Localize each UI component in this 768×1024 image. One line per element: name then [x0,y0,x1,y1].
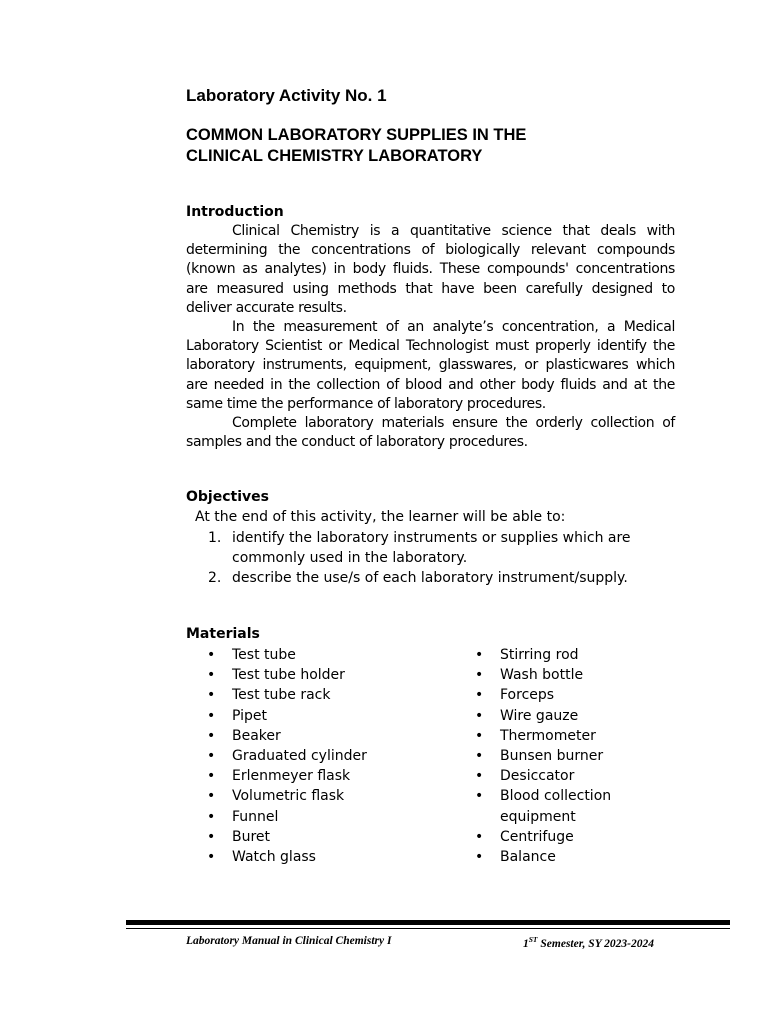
bullet-icon: • [475,687,484,704]
objectives-list [186,528,666,588]
objective-item [186,568,666,588]
list-item: • Test tube rack [186,685,446,705]
intro-paragraph-2: In the measurement of an analyte’s concentration, a Medical Laboratory Scientist or Medical Technologist must properly identify the laboratory instruments, equipment, glasswares, or plasticwares which are needed in the collection of blood and other body fluids and at the same time the performance of laboratory procedures. [186,319,675,412]
bullet-icon: • [207,727,216,744]
footer-divider-thin [126,928,730,929]
list-item: • Pipet [186,706,446,726]
bullet-icon: • [475,828,484,845]
title-line-2: CLINICAL CHEMISTRY LABORATORY [186,147,483,165]
list-item: • Forceps [454,685,694,705]
list-item: • Desiccator [454,766,694,786]
list-item: • Wire gauze [454,706,694,726]
list-item: • Volumetric flask [186,786,446,806]
bullet-icon: • [207,788,216,805]
objective-number: 2. [208,570,222,586]
intro-paragraph-3: Complete laboratory materials ensure the orderly collection of samples and the conduct of laboratory procedures. [186,415,675,451]
introduction-body [186,222,675,452]
list-item: • Graduated cylinder [186,746,446,766]
bullet-icon: • [475,849,484,866]
introduction-heading: Introduction [186,204,284,220]
bullet-icon: • [475,788,484,805]
materials-heading: Materials [186,626,260,642]
footer-manual-title: Laboratory Manual in Clinical Chemistry I [186,935,392,947]
objective-text: describe the use/s of each laboratory instrument/supply. [232,570,628,586]
objective-item [186,528,666,568]
bullet-icon: • [207,768,216,785]
objectives-heading: Objectives [186,489,269,505]
bullet-icon: • [207,647,216,663]
objective-text: identify the laboratory instruments or supplies which are commonly used in the laboratory. [232,530,631,566]
bullet-icon: • [207,828,216,845]
bullet-icon: • [475,748,484,765]
list-item: • Balance [454,847,694,867]
bullet-icon: • [475,707,484,724]
footer-divider-thick [126,920,730,925]
list-item: • Centrifuge [454,827,694,847]
bullet-icon: • [475,647,484,663]
list-item: • Watch glass [186,847,446,867]
list-item: • Erlenmeyer flask [186,766,446,786]
list-item: • Blood collection [454,786,694,806]
list-item: • Buret [186,827,446,847]
activity-title [186,125,686,167]
title-line-1: COMMON LABORATORY SUPPLIES IN THE [186,126,527,144]
bullet-icon: • [475,727,484,744]
materials-list-right [454,645,694,867]
bullet-icon: • [207,707,216,724]
bullet-icon: • [207,687,216,704]
bullet-icon: • [207,667,216,684]
bullet-icon: • [207,849,216,866]
list-item: • Stirring rod [454,645,694,665]
list-item: • Test tube holder [186,665,446,685]
bullet-icon: • [475,768,484,785]
footer-semester: 1ST Semester, SY 2023-2024 [523,935,655,950]
list-item: • Thermometer [454,726,694,746]
list-item: • Wash bottle [454,665,694,685]
list-item-continuation: equipment [500,808,576,825]
list-item: • Beaker [186,726,446,746]
bullet-icon: • [475,667,484,684]
materials-list-left [186,645,446,867]
objectives-intro: At the end of this activity, the learner will be able to: [195,509,566,525]
objective-number: 1. [208,530,222,546]
list-item: • Test tube [186,645,446,665]
activity-number: Laboratory Activity No. 1 [186,86,387,105]
bullet-icon: • [207,748,216,765]
intro-paragraph-1: Clinical Chemistry is a quantitative science that deals with determining the concentrations of biologically relevant compounds (known as analytes) in body fluids. These compounds' concentrations are measured using methods that have been carefully designed to deliver accurate results. [186,223,675,316]
list-item: • Bunsen burner [454,746,694,766]
bullet-icon: • [207,808,216,825]
list-item: • Funnel [186,807,446,827]
